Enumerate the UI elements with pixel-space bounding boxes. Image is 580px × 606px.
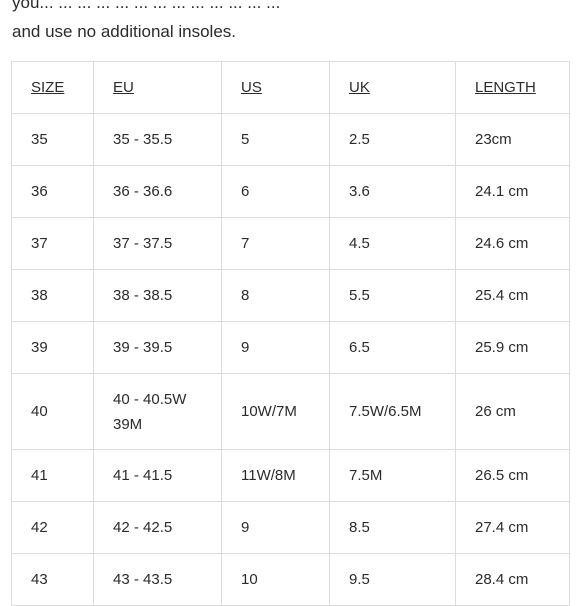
cell-uk: 3.6 — [330, 166, 456, 218]
cell-uk: 2.5 — [330, 114, 456, 166]
cell-uk: 5.5 — [330, 270, 456, 322]
cell-uk: 8.5 — [330, 502, 456, 554]
header-us: US — [222, 62, 330, 114]
cell-eu: 35 - 35.5 — [94, 114, 222, 166]
table-row — [12, 374, 570, 450]
intro-line-1: you... ... ... ... ... ... ... ... ... ... ... ... ... — [12, 0, 281, 12]
cell-size: 37 — [12, 218, 94, 270]
cell-length: 26.5 cm — [456, 450, 570, 502]
table-row — [12, 270, 570, 322]
cell-uk: 6.5 — [330, 322, 456, 374]
header-length: LENGTH — [456, 62, 570, 114]
cell-uk: 7.5W/6.5M — [330, 374, 456, 450]
cell-length: 26 cm — [456, 374, 570, 450]
size-table — [11, 61, 570, 606]
cell-uk: 7.5M — [330, 450, 456, 502]
table-row — [12, 502, 570, 554]
cell-us: 11W/8M — [222, 450, 330, 502]
cell-uk: 4.5 — [330, 218, 456, 270]
cell-eu: 41 - 41.5 — [94, 450, 222, 502]
cell-us: 6 — [222, 166, 330, 218]
cell-eu: 40 - 40.5W 39M — [94, 374, 222, 450]
cell-length: 25.4 cm — [456, 270, 570, 322]
cell-us: 10W/7M — [222, 374, 330, 450]
header-eu: EU — [94, 62, 222, 114]
cell-length: 23cm — [456, 114, 570, 166]
cell-eu: 42 - 42.5 — [94, 502, 222, 554]
cell-eu: 39 - 39.5 — [94, 322, 222, 374]
cell-us: 7 — [222, 218, 330, 270]
cell-length: 24.6 cm — [456, 218, 570, 270]
cell-eu: 37 - 37.5 — [94, 218, 222, 270]
table-header-row — [12, 62, 570, 114]
cell-length: 27.4 cm — [456, 502, 570, 554]
intro-line-2: and use no additional insoles. — [12, 22, 236, 41]
cell-size: 42 — [12, 502, 94, 554]
cell-us: 9 — [222, 322, 330, 374]
header-uk: UK — [330, 62, 456, 114]
cell-size: 41 — [12, 450, 94, 502]
table-row — [12, 218, 570, 270]
table-row — [12, 450, 570, 502]
table-row — [12, 322, 570, 374]
cell-eu: 36 - 36.6 — [94, 166, 222, 218]
cell-us: 9 — [222, 502, 330, 554]
cell-length: 25.9 cm — [456, 322, 570, 374]
cell-size: 35 — [12, 114, 94, 166]
size-chart — [11, 61, 571, 606]
cell-size: 43 — [12, 554, 94, 606]
table-row — [12, 166, 570, 218]
cell-size: 38 — [12, 270, 94, 322]
cell-eu: 43 - 43.5 — [94, 554, 222, 606]
header-size: SIZE — [12, 62, 94, 114]
cell-size: 40 — [12, 374, 94, 450]
cell-us: 8 — [222, 270, 330, 322]
cell-length: 28.4 cm — [456, 554, 570, 606]
cell-us: 5 — [222, 114, 330, 166]
cell-size: 36 — [12, 166, 94, 218]
cell-eu: 38 - 38.5 — [94, 270, 222, 322]
cell-size: 39 — [12, 322, 94, 374]
cell-length: 24.1 cm — [456, 166, 570, 218]
cell-uk: 9.5 — [330, 554, 456, 606]
cell-us: 10 — [222, 554, 330, 606]
table-row — [12, 114, 570, 166]
intro-text — [12, 0, 572, 46]
